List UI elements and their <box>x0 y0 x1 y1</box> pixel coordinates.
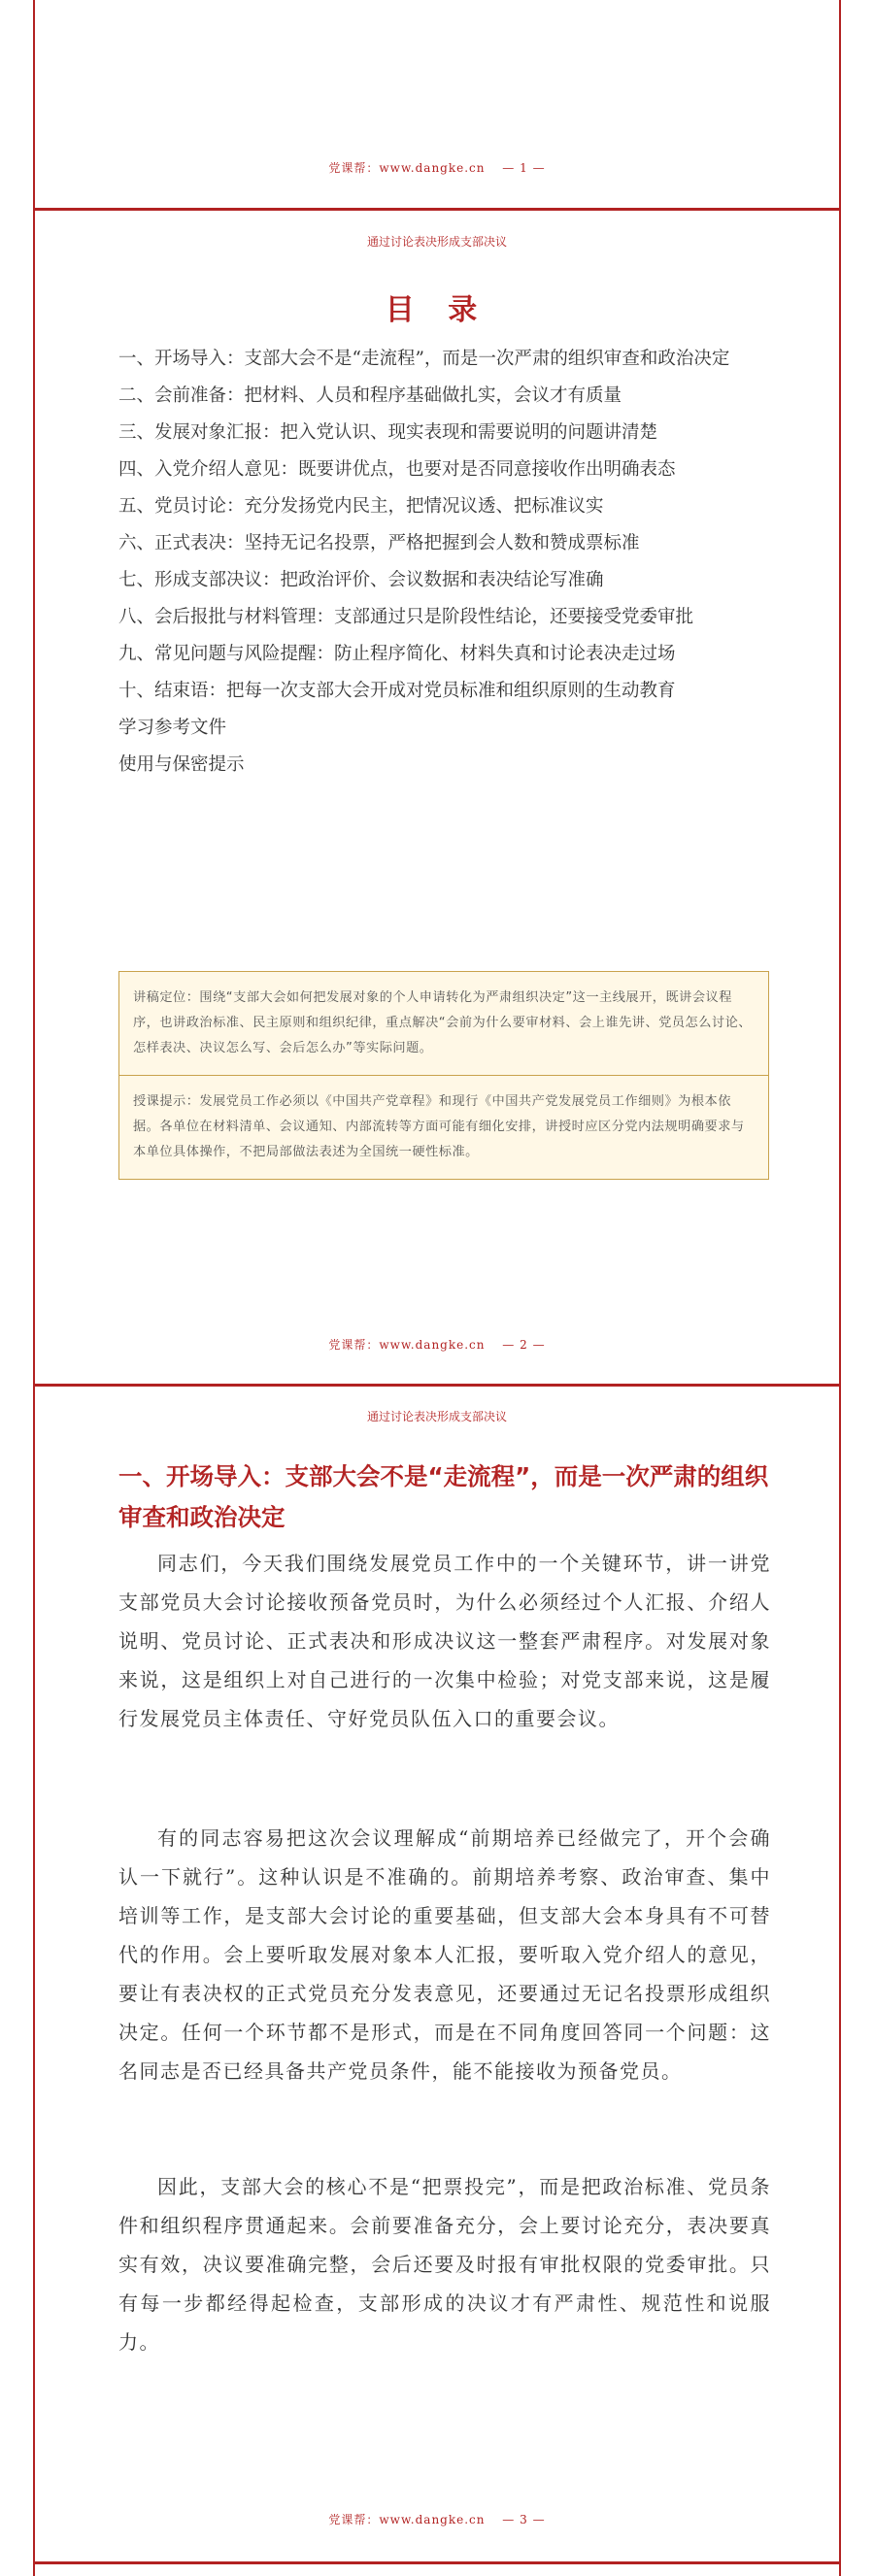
toc-item[interactable]: 学习参考文件 <box>118 718 227 738</box>
toc-item[interactable]: 八、会后报批与材料管理：支部通过只是阶段性结论，还要接受党委审批 <box>118 607 694 627</box>
toc-item[interactable]: 五、党员讨论：充分发扬党内民主，把情况议透、把标准议实 <box>118 496 604 517</box>
toc-item[interactable]: 九、常见问题与风险提醒：防止程序简化、材料失真和讨论表决走过场 <box>118 644 676 664</box>
page-1 <box>33 0 841 208</box>
toc-item[interactable]: 六、正式表决：坚持无记名投票，严格把握到会人数和赞成票标准 <box>118 533 640 553</box>
toc-item[interactable]: 一、开场导入：支部大会不是“走流程”，而是一次严肃的组织审查和政治决定 <box>118 349 730 369</box>
page-1-footer: 党课帮：www.dangke.cn — 1 — <box>328 161 546 175</box>
toc-item[interactable]: 三、发展对象汇报：把入党认识、现实表现和需要说明的问题讲清楚 <box>118 422 658 443</box>
page-3-header: 通过讨论表决形成支部决议 <box>366 1410 507 1423</box>
body-paragraph-2: 有的同志容易把这次会议理解成“前期培养已经做完了，开个会确认一下就行”。这种认识是不准确的。前期培养考察、政治审查、集中培训等工作，是支部大会讨论的重要基础，但支部大会本身具有不可替代的作用。会上要听取发展对象本人汇报，要听取入党介绍人的意见，要让有表决权的正式党员充分发表意见，还要通过无记名投票形成组织决定。任何一个环节都不是形式，而是在不同角度回答同一个问题：这名同志是否已经具备共产党员条件，能不能接收为预备党员。 <box>118 1826 771 2083</box>
page-2-footer: 党课帮：www.dangke.cn — 2 — <box>328 1338 546 1352</box>
page-3-footer: 党课帮：www.dangke.cn — 3 — <box>328 2513 546 2526</box>
toc-title: 目 录 <box>385 293 489 327</box>
lecture-note-box <box>118 971 769 1180</box>
body-paragraph-3: 因此，支部大会的核心不是“把票投完”，而是把政治标准、党员条件和组织程序贯通起来。会前要准备充分，会上要讨论充分，表决要真实有效，决议要准确完整，会后还要及时报有审批权限的党委审批。只有每一步都经得起检查，支部形成的决议才有严肃性、规范性和说服力。 <box>118 2175 771 2354</box>
toc-item[interactable]: 十、结束语：把每一次支部大会开成对党员标准和组织原则的生动教育 <box>118 681 676 701</box>
page-2-header: 通过讨论表决形成支部决议 <box>366 235 507 249</box>
table-of-contents <box>118 342 769 785</box>
body-paragraph-1: 同志们，今天我们围绕发展党员工作中的一个关键环节，讲一讲党支部党员大会讨论接收预备党员时，为什么必须经过个人汇报、介绍人说明、党员讨论、正式表决和形成决议这一整套严肃程序。对发展对象来说，这是组织上对自己进行的一次集中检验；对党支部来说，这是履行发展党员主体责任、守好党员队伍入口的重要会议。 <box>118 1552 771 1730</box>
toc-item[interactable]: 四、入党介绍人意见：既要讲优点，也要对是否同意接收作出明确表态 <box>118 459 676 480</box>
page-divider-3 <box>33 2561 841 2564</box>
positioning-note: 讲稿定位：围绕“支部大会如何把发展对象的个人申请转化为严肃组织决定”这一主线展开，既讲会议程序，也讲政治标准、民主原则和组织纪律，重点解决“会前为什么要审材料、会上谁先讲、党员怎么讨论、怎样表决、决议怎么写、会后怎么办”等实际问题。 <box>133 990 752 1055</box>
toc-item[interactable]: 二、会前准备：把材料、人员和程序基础做扎实，会议才有质量 <box>118 385 622 406</box>
teaching-tips-note: 授课提示：发展党员工作必须以《中国共产党章程》和现行《中国共产党发展党员工作细则》为根本依据。各单位在材料清单、会议通知、内部流转等方面可能有细化安排，讲授时应区分党内法规明确要求与本单位具体操作，不把局部做法表述为全国统一硬性标准。 <box>119 1075 768 1179</box>
section-1-title: 一、开场导入：支部大会不是“走流程”，而是一次严肃的组织审查和政治决定 <box>118 1462 769 1531</box>
toc-item[interactable]: 使用与保密提示 <box>118 754 245 775</box>
toc-item[interactable]: 七、形成支部决议：把政治评价、会议数据和表决结论写准确 <box>118 570 604 590</box>
